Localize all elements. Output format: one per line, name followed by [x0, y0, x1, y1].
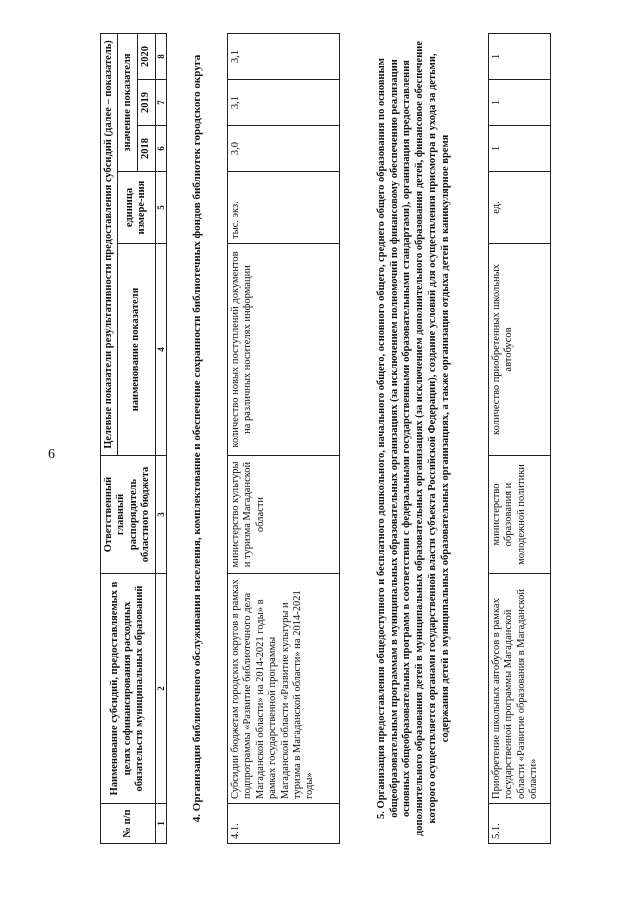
row-number: 5.1. — [489, 804, 551, 844]
page-number: 6 — [48, 447, 55, 462]
column-number-row — [155, 34, 167, 844]
section-title: 5. Организация предоставления общедоступного и бесплатного дошкольного, начального общего, основного общего, среднего общего образования по основным общеобразовательным программам в муниципальных образовательных организациях (за исключением полномочий по финансовому обеспечению реализации основных общеобразовательных программ в соответствии с федеральными государственными образовательными стандартами), организация предоставления дополнительного образования детей в муниципальных образовательных организациях (за исключением дополнительного образования детей, финансовое обеспечение которого осуществляется органами государственной власти субъекта Российской Федерации), создание условий для осуществления присмотра и ухода за детьми, содержания детей в муниципальных образовательных организациях, а также организация отдыха детей в каникулярное время — [340, 34, 489, 844]
col-number: 6 — [155, 126, 167, 172]
header-row-1 — [101, 34, 118, 844]
subsidy-name: Субсидии бюджетам городских округов в рамках подпрограммы «Развитие библиотечного дела Магаданской области» на 2014-2021 годы» в рамках государственной программы Магаданской области «Развитие культуры и туризма в Магаданской области» на 2014-2021 годы» — [228, 574, 340, 804]
value-2019: 3,1 — [228, 80, 340, 126]
header-values-group: значение показателя — [118, 34, 138, 172]
value-2018: 3,0 — [228, 126, 340, 172]
col-number: 5 — [155, 172, 167, 244]
value-2019: 1 — [489, 80, 551, 126]
header-year-2020: 2020 — [138, 34, 155, 80]
col-number: 2 — [155, 574, 167, 804]
col-number: 8 — [155, 34, 167, 80]
value-2020: 1 — [489, 34, 551, 80]
col-number: 3 — [155, 456, 167, 574]
subsidy-name: Приобретение школьных автобусов в рамках государственной программы Магаданской области «Развитие образования в Магаданской области» — [489, 574, 551, 804]
indicator-name: количество приобретенных школьных автобусов — [489, 244, 551, 456]
value-2020: 3,1 — [228, 34, 340, 80]
col-number: 7 — [155, 80, 167, 126]
subsidy-table — [100, 33, 551, 844]
responsible-authority: министерство культуры и туризма Магаданской области — [228, 456, 340, 574]
rotated-table-wrapper — [100, 34, 550, 844]
col-number: 1 — [155, 804, 167, 844]
indicator-name: количество новых поступлений документов на различных носителях информации — [228, 244, 340, 456]
responsible-authority: министерство образования и молодежной политики — [489, 456, 551, 574]
header-targets: Целевые показатели результативности предоставления субсидий (далее – показатель) — [101, 34, 118, 456]
header-no: № п/п — [101, 804, 156, 844]
header-responsible: Ответственный главный распорядитель областного бюджета — [101, 456, 156, 574]
header-year-2018: 2018 — [138, 126, 155, 172]
section-4-title-row — [167, 34, 228, 844]
header-year-2019: 2019 — [138, 80, 155, 126]
value-2018: 1 — [489, 126, 551, 172]
row-number: 4.1. — [228, 804, 340, 844]
col-number: 4 — [155, 244, 167, 456]
header-unit: единица измере-ния — [118, 172, 155, 244]
header-indicator-name: наименование показателя — [118, 244, 155, 456]
section-5-title-row — [340, 34, 489, 844]
indicator-unit: тыс. экз. — [228, 172, 340, 244]
section-title: 4. Организация библиотечного обслуживания населения, комплектование и обеспечение сохранности библиотечных фондов библиотек городского округа — [167, 34, 228, 844]
indicator-unit: ед. — [489, 172, 551, 244]
table-row — [489, 34, 551, 844]
header-subsidy: Наименование субсидий, предоставляемых в целях софинансирования расходных обязательств муниципальных образований — [101, 574, 156, 804]
table-row — [228, 34, 340, 844]
